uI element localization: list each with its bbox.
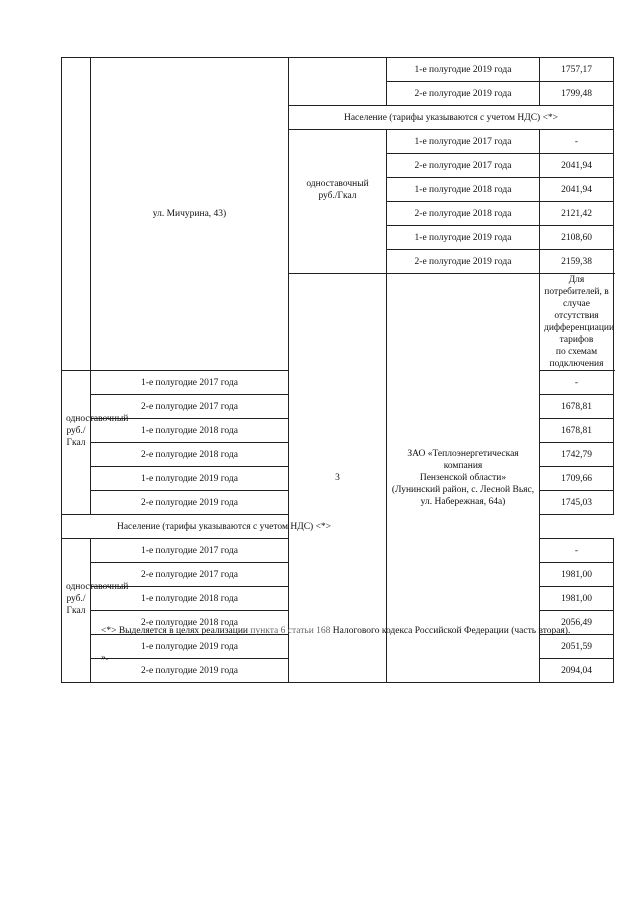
period-cell: 2-е полугодие 2019 года [387, 250, 540, 274]
unit-cell [62, 371, 129, 515]
value-cell: 2051,59 [540, 635, 614, 659]
value-cell: - [540, 539, 614, 563]
value-cell: 2041,94 [540, 154, 614, 178]
value-cell: 1757,17 [540, 58, 614, 82]
unit-cell [289, 130, 387, 274]
unit-type: одноставочный [306, 178, 369, 189]
value-cell: 2056,49 [540, 611, 614, 635]
period-cell: 2-е полугодие 2017 года [91, 563, 289, 587]
group-header: Население (тарифы указываются с учетом НДС) <*> [289, 106, 614, 130]
unit-measure: руб./Гкал [66, 425, 86, 448]
period-cell: 2-е полугодие 2019 года [387, 82, 540, 106]
period-cell: 1-е полугодие 2017 года [387, 130, 540, 154]
tariff-table [61, 57, 614, 683]
group-header-line: Для потребителей, в случае отсутствия дифференциации тарифов [544, 275, 615, 345]
unit-measure: руб./Гкал [66, 593, 86, 616]
value-cell: 1981,00 [540, 563, 614, 587]
period-cell: 1-е полугодие 2018 года [387, 178, 540, 202]
period-cell: 1-е полугодие 2017 года [91, 371, 289, 395]
value-cell: - [540, 371, 614, 395]
period-cell: 2-е полугодие 2018 года [91, 611, 289, 635]
row-number-cell [62, 58, 91, 371]
organization-name-cont: Пензенской области» [419, 473, 507, 483]
group-header: Население (тарифы указываются с учетом НДС) <*> [62, 515, 387, 539]
value-cell: 1709,66 [540, 467, 614, 491]
closing-quote: ». [101, 653, 109, 663]
value-cell: - [540, 130, 614, 154]
organization-address-cont: ул. Набережная, 64а) [420, 497, 506, 507]
organization-address: ул. Мичурина, 43) [152, 209, 227, 219]
unit-type: одноставочный [66, 581, 129, 592]
period-cell: 1-е полугодие 2019 года [387, 226, 540, 250]
period-cell: 1-е полугодие 2018 года [91, 419, 289, 443]
value-cell: 1745,03 [540, 491, 614, 515]
period-cell: 2-е полугодие 2017 года [387, 154, 540, 178]
period-cell: 1-е полугодие 2018 года [91, 587, 289, 611]
law-reference-link[interactable]: пункта 6 статьи 168 [250, 626, 331, 636]
value-cell: 2094,04 [540, 659, 614, 683]
value-cell: 1742,79 [540, 443, 614, 467]
value-cell: 1799,48 [540, 82, 614, 106]
footnote-prefix: <*> Выделяется в целях реализации [101, 626, 248, 636]
value-cell: 2121,42 [540, 202, 614, 226]
organization-cell [91, 58, 289, 371]
unit-type: одноставочный [66, 413, 129, 424]
value-cell: 1981,00 [540, 587, 614, 611]
value-cell: 2159,38 [540, 250, 614, 274]
value-cell: 1678,81 [540, 419, 614, 443]
period-cell: 2-е полугодие 2019 года [91, 491, 289, 515]
value-cell: 2108,60 [540, 226, 614, 250]
table-row [62, 58, 614, 82]
period-cell: 2-е полугодие 2017 года [91, 395, 289, 419]
unit-cell [289, 58, 387, 106]
group-header-line: по схемам подключения [549, 347, 604, 369]
period-cell: 1-е полугодие 2017 года [91, 539, 289, 563]
period-cell: 2-е полугодие 2019 года [91, 659, 289, 683]
unit-cell [62, 539, 129, 683]
unit-measure: руб./Гкал [318, 190, 357, 201]
group-header [540, 274, 614, 371]
period-cell: 1-е полугодие 2019 года [91, 467, 289, 491]
period-cell: 1-е полугодие 2019 года [91, 635, 289, 659]
period-cell: 1-е полугодие 2019 года [387, 58, 540, 82]
organization-name: ЗАО «Теплоэнергетическая компания [407, 449, 519, 471]
period-cell: 2-е полугодие 2018 года [91, 443, 289, 467]
organization-address: (Лунинский район, с. Лесной Вьяс, [391, 485, 535, 495]
organization-cell [387, 274, 540, 683]
period-cell: 2-е полугодие 2018 года [387, 202, 540, 226]
value-cell: 2041,94 [540, 178, 614, 202]
footnote-suffix: Налогового кодекса Российской Федерации (часть вторая). [332, 626, 571, 636]
row-number-cell: 3 [289, 274, 387, 683]
footnote [61, 625, 613, 638]
value-cell: 1678,81 [540, 395, 614, 419]
